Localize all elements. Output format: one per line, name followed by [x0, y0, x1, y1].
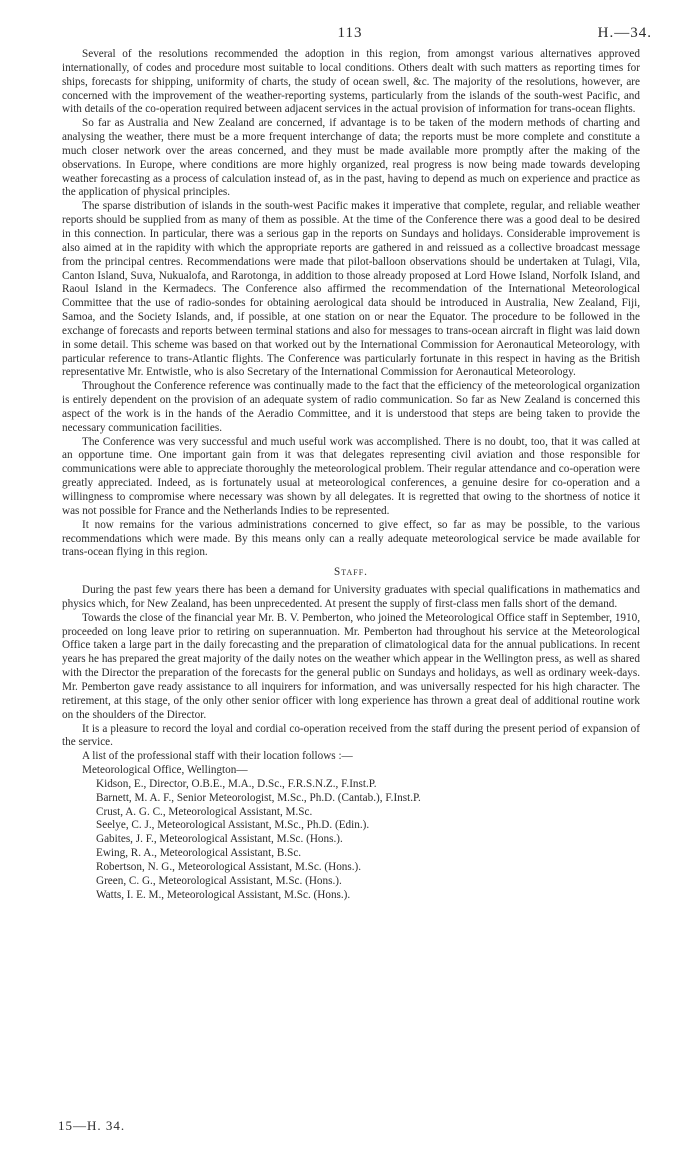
- document-body: [62, 48, 640, 902]
- footer-signature: 15—H. 34.: [58, 1118, 126, 1133]
- paragraph: Towards the close of the financial year Mr. B. V. Pemberton, who joined the Meteorological Office staff in September, 1910, proceeded on long leave prior to retiring on superannuation. Mr. Pemberton had throughout his service at the Meteorological Office taken a large part in the daily forecasting and the preparation of climatological data for the annual publications. In recent years he has prepared the great majority of the daily notes on the weather which appear in the Wellington press, as well as shared with the Director the preparation of the forecasts for the general public on Sundays and holidays, as well as ordinary week-days. Mr. Pemberton gave ready assistance to all inquirers for information, and was universally respected for his high character. The retirement, at this stage, of the only other senior officer with long experience has thrown a great deal of additional routine work on the shoulders of the Director.: [62, 611, 640, 721]
- staff-entry: Gabites, J. F., Meteorological Assistant, M.Sc. (Hons.).: [96, 833, 343, 846]
- staff-entry: Kidson, E., Director, O.B.E., M.A., D.Sc., F.R.S.N.Z., F.Inst.P.: [96, 777, 377, 790]
- section-heading-staff: Staff.: [334, 566, 368, 579]
- page-number: 113: [337, 25, 363, 41]
- paragraph: The Conference was very successful and much useful work was accomplished. There is no doubt, too, that it was called at an opportune time. One important gain from it was that delegates representing civil aviation and those responsible for communications were able to appreciate thoroughly the meteorological problem. Their regular attendance and co-operation were greatly appreciated. Indeed, as is fortunately usual at meteorological conferences, a genuine desire for co-operation and a willingness to compromise where necessary was shown by all delegates. It is regretted that owing to the shortness of notice it was not possible for France and the Netherlands Indies to be represented.: [62, 435, 640, 517]
- paragraph: Several of the resolutions recommended the adoption in this region, from amongst various alternatives approved internationally, of codes and procedure most suitable to local conditions. Others dealt with such matters as reporting times for ships, forecasts for shipping, uniformity of charts, the study of ocean swell, &c. The majority of the resolutions, however, are concerned with the improvement of the weather-reporting systems, particularly from the islands of the south-west Pacific, and with details of the co-operation required between adjacent services in the actual provision of information for trans-ocean flights.: [62, 48, 640, 116]
- paragraph: During the past few years there has been a demand for University graduates with special qualifications in mathematics and physics which, for New Zealand, has been unprecedented. At present the supply of first-class men falls short of the demand.: [62, 584, 640, 610]
- paragraph: Throughout the Conference reference was continually made to the fact that the efficiency of the meteorological organization is entirely dependent on the provision of an adequate system of radio communication. So far as New Zealand is concerned this aspect of the work is in the hands of the Aeradio Committee, and it is understood that steps are being taken to provide the necessary communication facilities.: [62, 380, 640, 434]
- staff-list: [62, 764, 640, 902]
- staff-entry: Green, C. G., Meteorological Assistant, M.Sc. (Hons.).: [96, 874, 342, 887]
- document-reference: H.—34.: [597, 25, 652, 41]
- staff-entry: Barnett, M. A. F., Senior Meteorologist, M.Sc., Ph.D. (Cantab.), F.Inst.P.: [96, 791, 421, 804]
- staff-entry: Crust, A. G. C., Meteorological Assistant, M.Sc.: [96, 805, 313, 818]
- paragraph: It now remains for the various administrations concerned to give effect, so far as may be possible, to the various recommendations which were made. By this means only can a really adequate meteorological service be made available for trans-ocean flying in this region.: [62, 518, 640, 559]
- staff-entry: Watts, I. E. M., Meteorological Assistant, M.Sc. (Hons.).: [96, 888, 351, 901]
- staff-location: Meteorological Office, Wellington—: [82, 764, 248, 777]
- staff-entry: Robertson, N. G., Meteorological Assistant, M.Sc. (Hons.).: [96, 860, 362, 873]
- paragraph: It is a pleasure to record the loyal and cordial co-operation received from the staff during the present period of expansion of the service.: [62, 722, 640, 749]
- paragraph: The sparse distribution of islands in the south-west Pacific makes it imperative that complete, regular, and reliable weather reports should be supplied from as many of them as possible. At the time of the Conference there was a good deal to be desired in this connection. In particular, there was a serious gap in the reports on Sundays and holidays. Considerable improvement is also aimed at in the rapidity with which the appropriate reports are gathered in and reissued as a collective broadcast message from the principal centres. Recommendations were made that pilot-balloon observations should be undertaken at Tulagi, Vila, Canton Island, Suva, Nukualofa, and Rarotonga, in addition to those already proposed at Lord Howe Island, Norfolk Island, and Raoul Island in the Kermadecs. The Conference also affirmed the recommendation of the International Meteorological Committee that the use of radio-sondes for obtaining aerological data should be introduced in Australia, New Zealand, Fiji, Samoa, and the Society Islands, and, if possible, at one station on or near the Equator. The procedure to be followed in the exchange of forecasts and reports between terminal stations and also for messages to trans-ocean aircraft in flight was laid down in some detail. This scheme was based on that worked out by the International Commission for Aeronautical Meteorology, with particular reference to trans-Atlantic flights. The Conference was particularly fortunate in this respect in having as the British representative Mr. Entwistle, who is also Secretary of the International Commission for Aeronautical Meteorology.: [62, 200, 640, 379]
- paragraph: A list of the professional staff with their location follows :—: [82, 750, 353, 763]
- staff-entry: Ewing, R. A., Meteorological Assistant, B.Sc.: [96, 847, 302, 860]
- paragraph: So far as Australia and New Zealand are concerned, if advantage is to be taken of the modern methods of charting and analysing the weather, there must be a more frequent interchange of data; the reports must be more complete and constitute a much closer network over the areas concerned, and they must be made available more promptly after the making of the observations. In Europe, where conditions are more highly organized, real progress is now being made towards developing weather forecasting as a process of calculation instead of, as in the past, having to depend as much on experience and practice as the application of physical principles.: [62, 117, 640, 199]
- staff-entry: Seelye, C. J., Meteorological Assistant, M.Sc., Ph.D. (Edin.).: [96, 819, 370, 832]
